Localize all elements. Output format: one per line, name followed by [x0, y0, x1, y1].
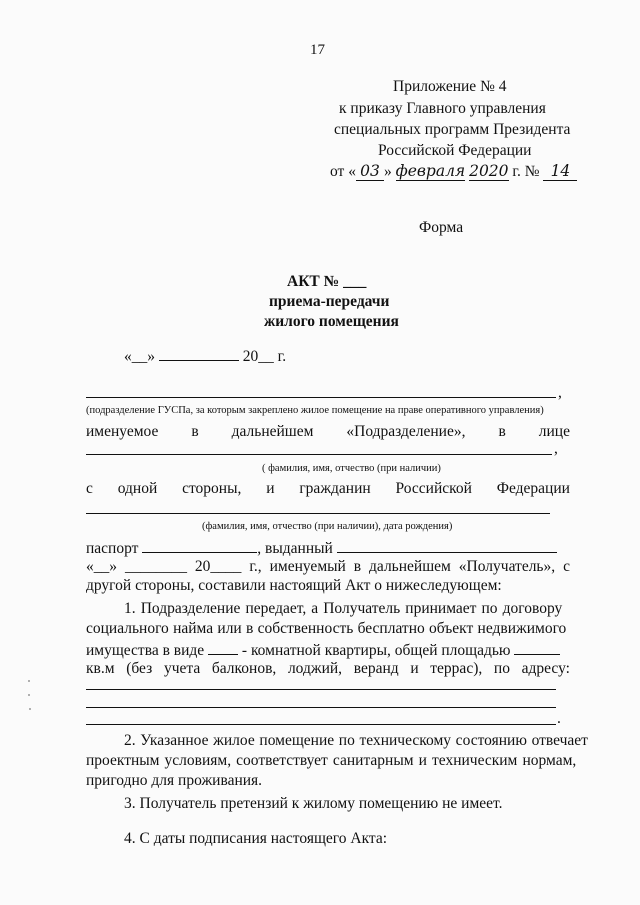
word: «Получатель»,	[458, 558, 556, 575]
other-side-line: другой стороны, составили настоящий Акт о нижеследующем:	[86, 577, 502, 594]
word: террас),	[430, 660, 483, 677]
blank-line-representative	[86, 454, 552, 455]
act-date-line	[124, 346, 286, 366]
word: стороны,	[182, 480, 242, 497]
word: по	[493, 660, 510, 677]
passport-label: паспорт	[86, 539, 139, 557]
act-subtitle-2: жилого помещения	[264, 313, 399, 330]
receiver-row	[86, 558, 570, 576]
address-period: .	[557, 710, 561, 727]
word: лоджий,	[287, 660, 343, 677]
paragraph-1-line-2: социального найма или в собственность бесплатно объект недвижимого	[86, 620, 567, 637]
word: веранд	[353, 660, 399, 677]
blank-line-citizen	[86, 513, 550, 514]
paragraph-4: 4. С даты подписания настоящего Акта:	[124, 830, 388, 847]
scan-speck	[29, 708, 31, 710]
word: и	[410, 660, 419, 677]
word: (без	[126, 660, 153, 677]
passport-issuer-blank	[337, 538, 557, 553]
date-mid: »	[383, 163, 392, 180]
act-subtitle-1: приема-передачи	[269, 293, 390, 310]
address-line-1	[86, 689, 556, 690]
word: «Подразделение»,	[346, 423, 466, 440]
caption-subdivision: (подразделение ГУСПа, за которым закреплено жилое помещение на праве оперативного управления)	[86, 405, 544, 416]
caption-citizen: (фамилия, имя, отчество (при наличии), дата рождения)	[202, 521, 453, 532]
paragraph-1-line-1: 1. Подразделение передает, а Получатель принимает по договору	[124, 600, 563, 617]
word: кв.м	[86, 660, 115, 677]
act-date-day-blank: «__»	[124, 347, 155, 365]
subdivision-comma: ,	[558, 384, 562, 401]
room-count-blank	[208, 640, 238, 655]
order-date-line	[330, 162, 577, 181]
page-number: 17	[310, 42, 325, 58]
paragraph-1-line-3	[86, 640, 560, 660]
act-date-month-blank	[159, 346, 239, 361]
word: и	[266, 480, 275, 497]
year-suffix: г. №	[512, 163, 540, 180]
appendix-title: Приложение № 4	[393, 78, 507, 95]
word: адресу:	[521, 660, 570, 677]
one-side-row	[86, 480, 570, 498]
paragraph-2-line-2: проектным условиям, соответствует санитарным и техническим нормам,	[86, 752, 577, 769]
passport-row	[86, 538, 557, 558]
word: именуемый	[269, 558, 346, 575]
blank-line-subdivision	[86, 397, 556, 398]
paragraph-3: 3. Получатель претензий к жилому помещению не имеет.	[124, 795, 503, 812]
text: - комнатной квартиры, общей площадью	[241, 641, 511, 659]
paragraph-1-line-4	[86, 660, 570, 678]
passport-number-blank	[142, 538, 257, 553]
scan-speck	[28, 680, 30, 682]
scan-speck	[28, 694, 30, 696]
address-line-2	[86, 707, 556, 708]
word: г.,	[249, 558, 262, 575]
word: ________	[124, 558, 187, 575]
appendix-line-2: к приказу Главного управления	[339, 100, 546, 117]
word: именуемое	[86, 423, 159, 440]
word: балконов,	[211, 660, 277, 677]
word: гражданин	[299, 480, 371, 497]
word: дальнейшем	[231, 423, 314, 440]
word: 20____	[194, 558, 242, 575]
word: Российской	[395, 480, 472, 497]
form-label: Форма	[419, 219, 464, 236]
word: с	[86, 480, 93, 497]
appendix-line-3: специальных программ Президента	[334, 121, 571, 138]
handwritten-year: 2020	[469, 162, 509, 180]
area-blank	[514, 640, 560, 655]
handwritten-month: февраля	[395, 162, 466, 180]
word: учета	[163, 660, 201, 677]
word: «__»	[86, 558, 117, 575]
word: в	[498, 423, 506, 440]
word: Федерации	[496, 480, 570, 497]
paragraph-2-line-1: 2. Указанное жилое помещение по техническому состоянию отвечает	[124, 732, 588, 749]
word: в	[191, 423, 199, 440]
named-subdivision-row	[86, 423, 570, 441]
caption-representative: ( фамилия, имя, отчество (при наличии)	[262, 463, 441, 474]
paragraph-2-line-3: пригодно для проживания.	[86, 772, 263, 789]
act-date-year-blank: 20__ г.	[242, 347, 287, 365]
address-line-3	[86, 724, 556, 725]
appendix-line-4: Российской Федерации	[378, 142, 532, 159]
word: дальнейшем	[369, 558, 451, 575]
word: с	[563, 558, 570, 575]
act-title: АКТ № ___	[287, 273, 367, 290]
word: лице	[538, 423, 570, 440]
handwritten-day: 03	[356, 162, 384, 181]
representative-comma: ,	[554, 440, 558, 457]
date-prefix: от «	[330, 163, 356, 180]
passport-issued-label: , выданный	[257, 539, 333, 557]
word: одной	[117, 480, 158, 497]
handwritten-order-number: 14	[543, 162, 577, 181]
word: в	[353, 558, 362, 575]
text: имущества в виде	[86, 641, 205, 659]
